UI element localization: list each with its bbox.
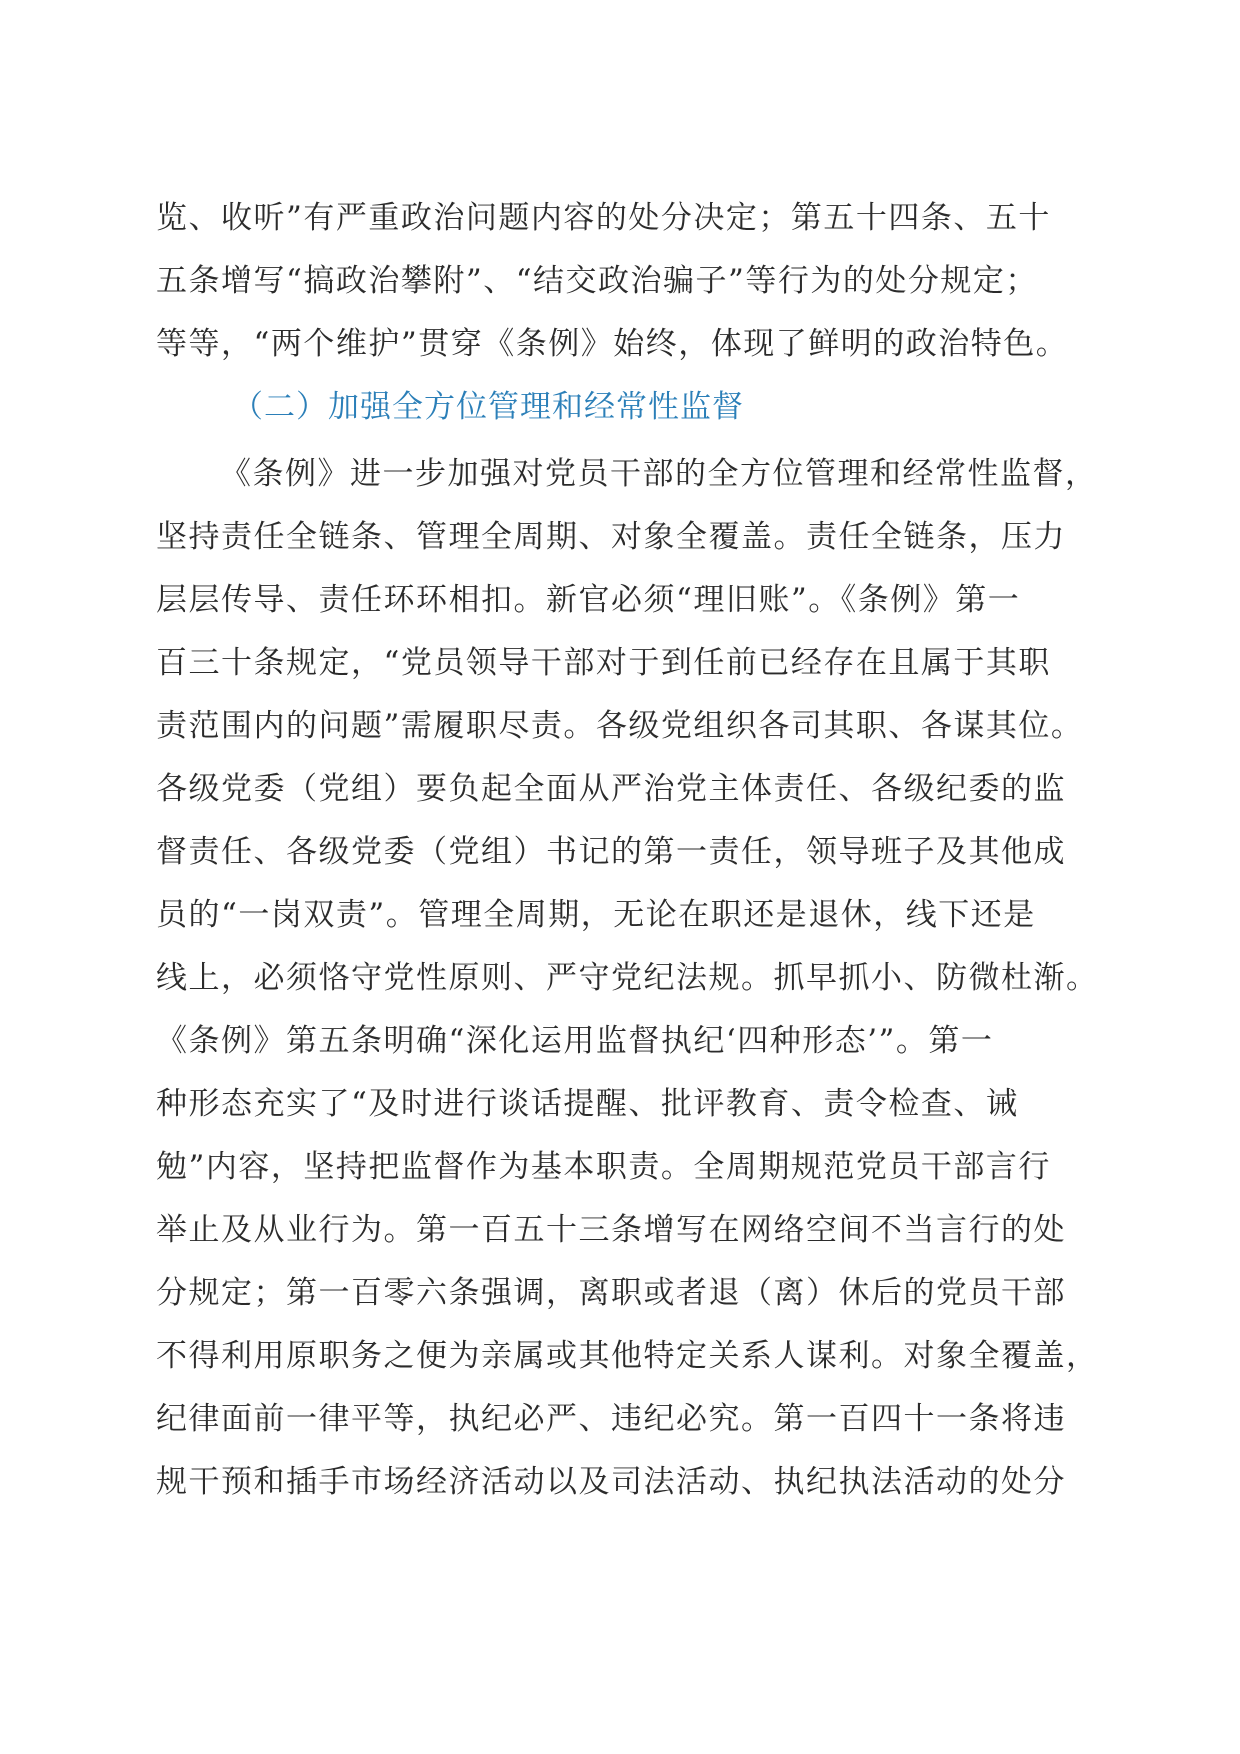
paragraph-line: 览、收听”有严重政治问题内容的处分决定；第五十四条、五十 — [156, 200, 1051, 236]
paragraph-line: 《条例》第五条明确“深化运用监督执纪‘四种形态’”。第一 — [156, 1023, 994, 1059]
paragraph-line: 督责任、各级党委（党组）书记的第一责任，领导班子及其他成 — [156, 834, 1066, 870]
paragraph-line: 线上，必须恪守党性原则、严守党纪法规。抓早抓小、防微杜渐。 — [156, 960, 1099, 996]
paragraph-line: 勉”内容，坚持把监督作为基本职责。全周期规范党员干部言行 — [156, 1149, 1051, 1185]
paragraph-line: 五条增写“搞政治攀附”、“结交政治骗子”等行为的处分规定； — [156, 263, 1038, 299]
paragraph-line: 规干预和插手市场经济活动以及司法活动、执纪执法活动的处分 — [156, 1464, 1066, 1500]
paragraph-line: 坚持责任全链条、管理全周期、对象全覆盖。责任全链条，压力 — [156, 519, 1066, 555]
paragraph-line: 等等，“两个维护”贯穿《条例》始终，体现了鲜明的政治特色。 — [156, 326, 1069, 362]
paragraph-line: 员的“一岗双责”。管理全周期，无论在职还是退休，线下还是 — [156, 897, 1036, 933]
paragraph-line: 层层传导、责任环环相扣。新官必须“理旧账”。《条例》第一 — [156, 582, 1021, 618]
paragraph-line: 各级党委（党组）要负起全面从严治党主体责任、各级纪委的监 — [156, 771, 1066, 807]
paragraph-line: 责范围内的问题”需履职尽责。各级党组织各司其职、各谋其位。 — [156, 708, 1084, 744]
paragraph-line: 举止及从业行为。第一百五十三条增写在网络空间不当言行的处 — [156, 1212, 1066, 1248]
section-heading: （二）加强全方位管理和经常性监督 — [232, 389, 744, 425]
paragraph-line: 分规定；第一百零六条强调，离职或者退（离）休后的党员干部 — [156, 1275, 1066, 1311]
paragraph-line: 纪律面前一律平等，执纪必严、违纪必究。第一百四十一条将违 — [156, 1401, 1066, 1437]
paragraph-line: 百三十条规定，“党员领导干部对于到任前已经存在且属于其职 — [156, 645, 1051, 681]
paragraph-line: 种形态充实了“及时进行谈话提醒、批评教育、责令检查、诫 — [156, 1086, 1019, 1122]
paragraph-line: 不得利用原职务之便为亲属或其他特定关系人谋利。对象全覆盖， — [156, 1338, 1099, 1374]
paragraph-line: 《条例》进一步加强对党员干部的全方位管理和经常性监督， — [220, 456, 1098, 492]
